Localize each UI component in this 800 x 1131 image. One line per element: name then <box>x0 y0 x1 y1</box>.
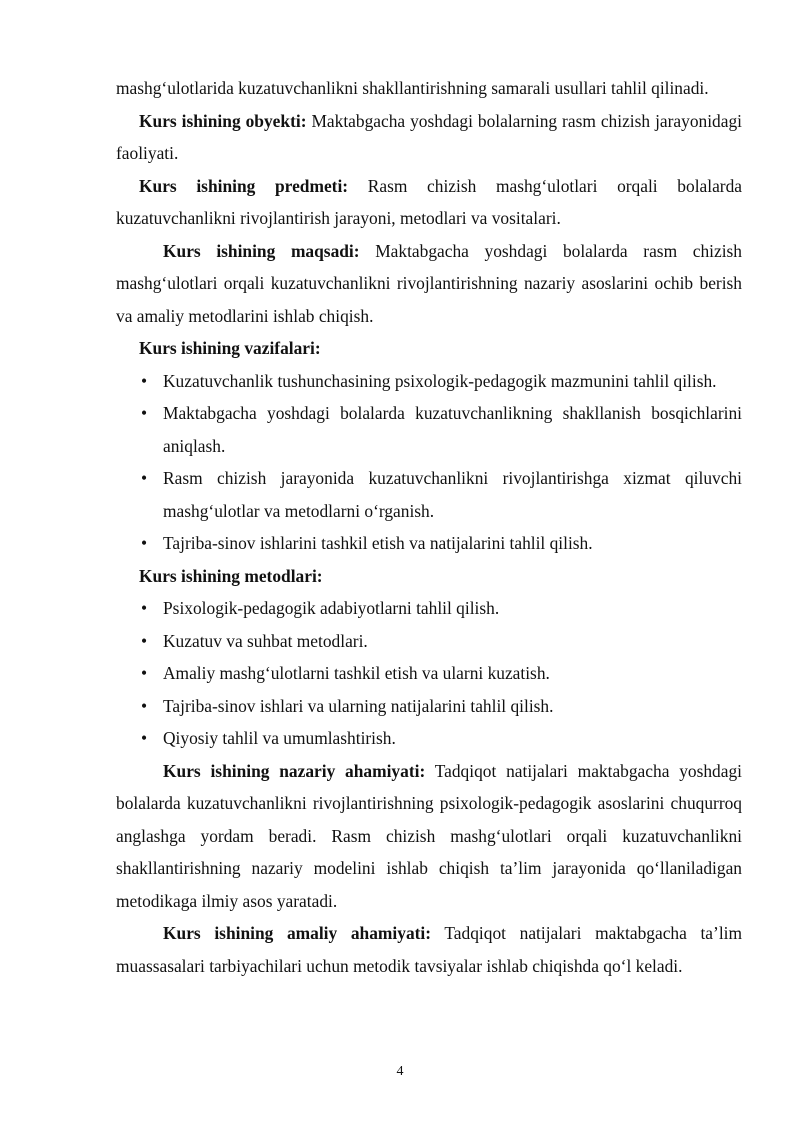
list-item <box>116 657 742 690</box>
subject-text: Rasm chizish mashg‘ulotlari orqali bolalarda kuzatuvchanlikni rivojlantirish jarayoni, metodlari va vositalari. <box>116 175 742 228</box>
methods-list <box>116 592 742 755</box>
list-item <box>116 690 742 723</box>
practical-paragraph <box>116 917 742 982</box>
method-text: Amaliy mashg‘ulotlarni tashkil etish va ularni kuzatish. <box>163 663 550 683</box>
list-item <box>116 397 742 462</box>
object-label: Kurs ishining obyekti: <box>139 110 307 131</box>
method-text: Tajriba-sinov ishlari va ularning natijalarini tahlil qilish. <box>163 695 554 716</box>
practical-label: Kurs ishining amaliy ahamiyati: <box>163 923 432 943</box>
page-number: 4 <box>396 1064 404 1079</box>
list-item <box>116 722 742 755</box>
bullet-icon: • <box>140 533 148 553</box>
tasks-heading <box>116 332 742 365</box>
method-text: Qiyosiy tahlil va umumlashtirish. <box>163 728 396 748</box>
bullet-icon: • <box>140 695 148 716</box>
method-text: Psixologik-pedagogik adabiyotlarni tahlil qilish. <box>163 598 500 618</box>
tasks-list <box>116 365 742 560</box>
goal-text: Maktabgacha yoshdagi bolalarda rasm chizish mashg‘ulotlari orqali kuzatuvchanlikni rivojlantirishning nazariy asoslarini ochib berish va amaliy metodlarini ishlab chiqish. <box>116 240 742 326</box>
intro-text: mashg‘ulotlarida kuzatuvchanlikni shakllantirishning samarali usullari tahlil qilinadi. <box>116 78 709 98</box>
intro-paragraph <box>116 72 742 105</box>
task-text: Kuzatuvchanlik tushunchasining psixologik-pedagogik mazmunini tahlil qilish. <box>163 370 717 391</box>
list-item <box>116 625 742 658</box>
list-item <box>116 462 742 527</box>
methods-heading-text: Kurs ishining metodlari: <box>139 565 323 586</box>
object-text: Maktabgacha yoshdagi bolalarning rasm chizish jarayonidagi faoliyati. <box>116 110 742 163</box>
tasks-heading-text: Kurs ishining vazifalari: <box>139 338 321 358</box>
bullet-icon: • <box>140 598 148 618</box>
theoretical-label: Kurs ishining nazariy ahamiyati: <box>163 760 426 781</box>
bullet-icon: • <box>140 403 148 423</box>
bullet-icon: • <box>140 630 148 651</box>
theoretical-text: Tadqiqot natijalari maktabgacha yoshdagi bolalarda kuzatuvchanlikni rivojlantirishning psixologik-pedagogik asoslarini chuqurroq anglashga yordam beradi. Rasm chizish mashg‘ulotlari orqali kuzatuvchanlikni shakllantirishning nazariy modelini ishlab chiqish ta’lim jarayonida qo‘llaniladigan metodikaga ilmiy asos yaratadi. <box>116 760 742 911</box>
bullet-icon: • <box>140 370 148 391</box>
list-item <box>116 365 742 398</box>
goal-label: Kurs ishining maqsadi: <box>163 240 360 261</box>
theoretical-paragraph <box>116 755 742 918</box>
bullet-icon: • <box>140 663 148 683</box>
goal-paragraph <box>116 235 742 333</box>
bullet-icon: • <box>140 728 148 748</box>
list-item <box>116 592 742 625</box>
task-text: Maktabgacha yoshdagi bolalarda kuzatuvchanlikning shakllanish bosqichlarini aniqlash. <box>163 403 742 456</box>
subject-paragraph <box>116 170 742 235</box>
task-text: Tajriba-sinov ishlarini tashkil etish va natijalarini tahlil qilish. <box>163 533 593 553</box>
object-paragraph <box>116 105 742 170</box>
list-item <box>116 527 742 560</box>
bullet-icon: • <box>140 468 148 488</box>
task-text: Rasm chizish jarayonida kuzatuvchanlikni rivojlantirishga xizmat qiluvchi mashg‘ulotlar va metodlarni o‘rganish. <box>163 468 742 521</box>
method-text: Kuzatuv va suhbat metodlari. <box>163 630 368 651</box>
practical-text: Tadqiqot natijalari maktabgacha ta’lim muassasalari tarbiyachilari uchun metodik tavsiyalar ishlab chiqishda qo‘l keladi. <box>116 923 743 976</box>
document-page <box>116 72 742 982</box>
subject-label: Kurs ishining predmeti: <box>139 175 349 196</box>
methods-heading <box>116 560 742 593</box>
